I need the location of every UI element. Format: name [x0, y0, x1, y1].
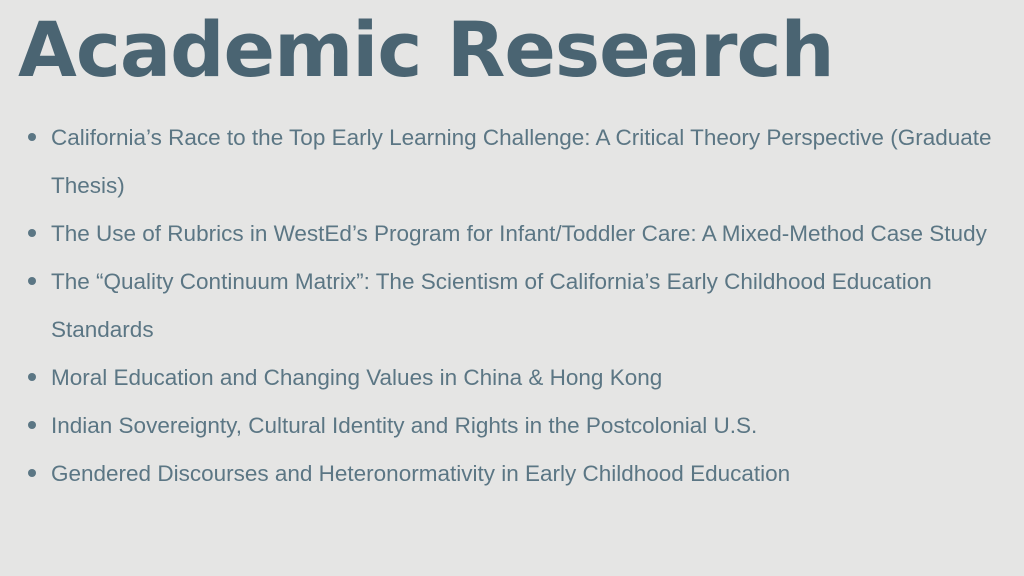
- bullet-icon: [28, 469, 36, 477]
- list-item: [26, 354, 1006, 402]
- bullet-icon: [28, 373, 36, 381]
- list-item-text: Indian Sovereignty, Cultural Identity and Rights in the Postcolonial U.S.: [51, 413, 758, 438]
- page-title: Academic Research: [18, 5, 834, 94]
- list-item: [26, 210, 1006, 258]
- list-item-text: The “Quality Continuum Matrix”: The Scientism of California’s Early Childhood Education Standards: [51, 269, 932, 342]
- list-item-text: The Use of Rubrics in WestEd’s Program for Infant/Toddler Care: A Mixed-Method Case Study: [51, 221, 987, 246]
- bullet-icon: [28, 421, 36, 429]
- bullet-icon: [28, 133, 36, 141]
- list-item: [26, 450, 1006, 498]
- list-item: [26, 402, 1006, 450]
- list-item: [26, 114, 1006, 210]
- list-item: [26, 258, 1006, 354]
- list-item-text: California’s Race to the Top Early Learning Challenge: A Critical Theory Perspective (Graduate Thesis): [51, 125, 992, 198]
- list-item-text: Gendered Discourses and Heteronormativity in Early Childhood Education: [51, 461, 791, 486]
- research-list: [26, 114, 1006, 498]
- bullet-icon: [28, 277, 36, 285]
- bullet-icon: [28, 229, 36, 237]
- list-item-text: Moral Education and Changing Values in China & Hong Kong: [51, 365, 663, 390]
